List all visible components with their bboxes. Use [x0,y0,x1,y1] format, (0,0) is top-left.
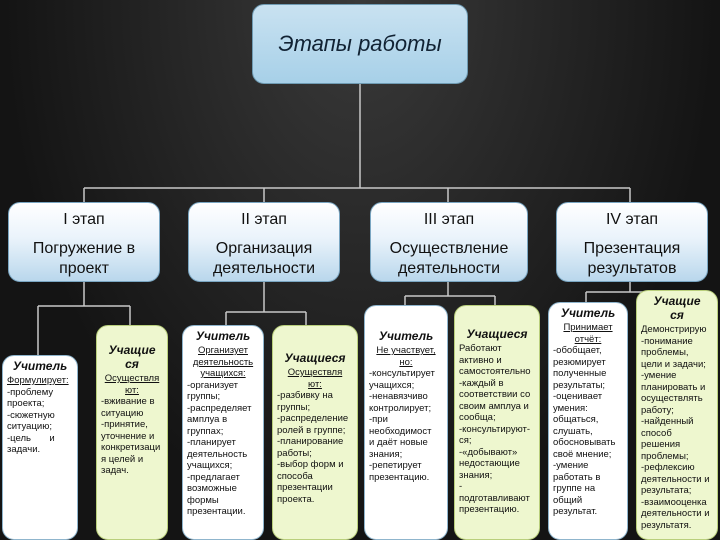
stage-4 [556,202,708,282]
card-subheading: Не участвует, но: [376,345,436,368]
card-body: -разбивку на группы; -распределение ролей в группе; -планирование работы; -выбор форм и способа презентации проекта. [277,390,349,505]
title-box [252,4,468,84]
card-subheading: Осуществля ют: [104,373,160,396]
card-subheading: Организует деятельность учащихся: [192,345,254,379]
card-heading: Учащие ся [108,343,156,371]
card-body: -обобщает, резюмирует полученные результаты; -оценивает умения: общаться, слушать, обосновывать своё мнение; -умение работать в группе на общий результат. [553,345,616,517]
card-stage2-teacher [182,325,264,540]
card-stage3-teacher [364,305,448,540]
stage-name: Осуществление деятельности [389,240,509,277]
stage-name: Презентация результатов [583,240,681,277]
card-stage4-teacher [548,302,628,540]
card-heading: Учащие ся [653,294,701,322]
card-body: -проблему проекта; -сюжетную ситуацию; -цель и задачи. [7,386,55,455]
card-subheading: Принимает отчёт: [563,322,613,345]
card-body: -организует группы; -распределяет амплуа в группах; -планирует деятельность учащихся; -предлагает возможные формы презентации. [187,379,252,517]
stage-number: II этап [241,211,287,228]
stage-2 [188,202,340,282]
card-stage2-students [272,325,358,540]
stage-name: Организация деятельности [212,240,316,277]
card-heading: Учитель [378,329,434,343]
card-heading: Учитель [12,359,68,373]
card-heading: Учитель [195,329,251,343]
page-title: Этапы работы [278,31,442,56]
card-subheading: Формулирует: [7,375,69,386]
card-stage1-students [96,325,168,540]
card-heading: Учащиеся [284,351,346,365]
stage-number: III этап [423,211,475,228]
card-body: Работают активно и самостоятельно -каждый в соответствии со своим амплуа и сообща; -консультируют- ся; -«добывают» недостающие знания; - подготавливают презентацию. [459,343,531,515]
stage-1 [8,202,160,282]
card-body: -консультирует учащихся; -ненавязчиво контролирует; -при необходимост и даёт новые знания; -репетирует презентацию. [369,368,435,483]
card-subheading: Осуществля ют: [287,367,343,390]
card-heading: Учитель [560,306,616,320]
card-heading: Учащиеся [466,327,528,341]
stage-name: Погружение в проект [32,240,136,277]
card-stage4-students [636,290,718,540]
card-body: Демонстрирую -понимание проблемы, цели и задачи; -умение планировать и осуществлять работу; -найденный способ решения проблемы; -рефлексию деятельности и результата; -взаимооценка деятельности и результатя. [641,324,710,531]
card-body: -вживание в ситуацию -принятие, уточнение и конкретизаци я целей и задач. [101,396,161,476]
stage-number: IV этап [605,211,659,228]
stage-3 [370,202,528,282]
card-stage1-teacher [2,355,78,540]
card-stage3-students [454,305,540,540]
stage-number: I этап [63,211,105,228]
